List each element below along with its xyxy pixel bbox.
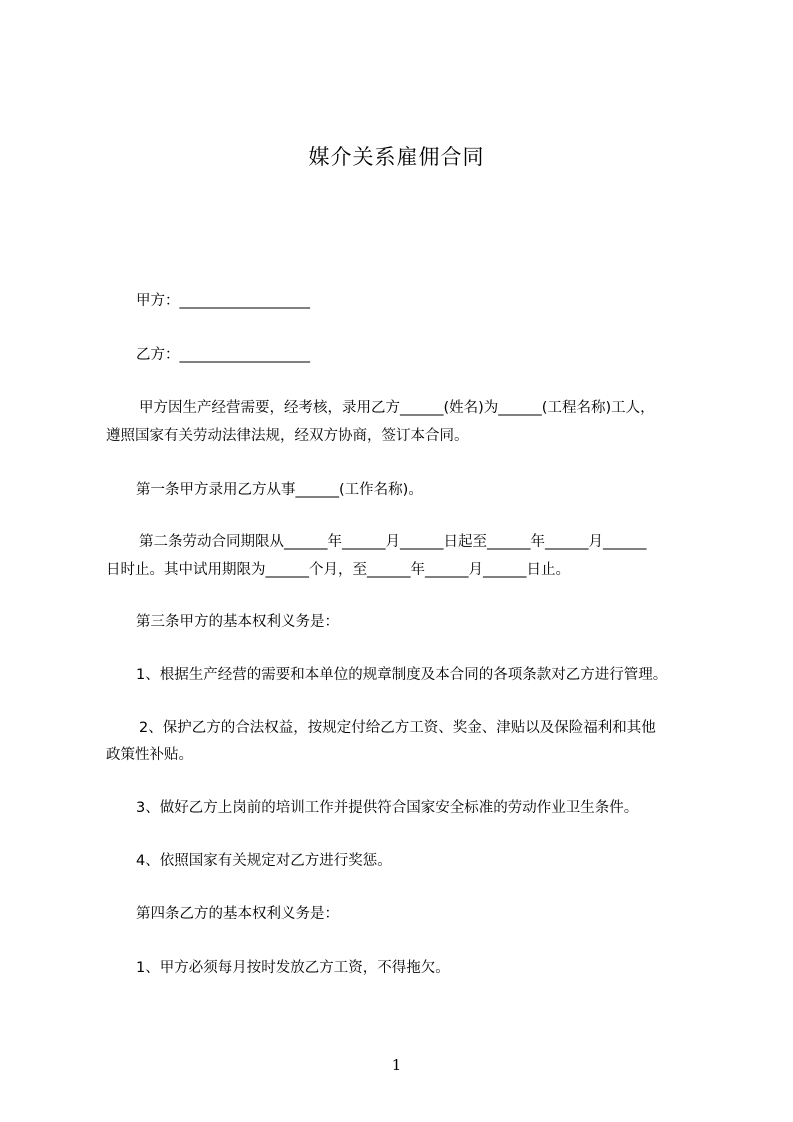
article-3-item-2-line-1: 2、保护乙方的合法权益，按规定付给乙方工资、奖金、津贴以及保险福利和其他 [139, 720, 656, 736]
article-2-line-2: 日时止。其中试用期限为______个月，至______年______月______日止。 [106, 562, 570, 578]
party-b-line: 乙方：__________________ [136, 347, 310, 363]
page-number: 1 [391, 1056, 402, 1074]
party-a-line: 甲方：__________________ [136, 293, 310, 309]
intro-paragraph-line-2: 遵照国家有关劳动法律法规，经双方协商，签订本合同。 [106, 428, 469, 444]
article-3-heading: 第三条甲方的基本权利义务是： [136, 614, 339, 630]
article-3-item-3: 3、做好乙方上岗前的培训工作并提供符合国家安全标准的劳动作业卫生条件。 [136, 800, 639, 816]
intro-paragraph-line-1: 甲方因生产经营需要，经考核，录用乙方______(姓名)为______(工程名称)工人， [139, 400, 655, 416]
article-3-item-2-line-2: 政策性补贴。 [106, 747, 193, 763]
article-3-item-1: 1、根据生产经营的需要和本单位的规章制度及本合同的各项条款对乙方进行管理。 [136, 667, 668, 683]
article-3-item-4: 4、依照国家有关规定对乙方进行奖惩。 [136, 853, 392, 869]
article-4-item-1: 1、甲方必须每月按时发放乙方工资，不得拖欠。 [136, 960, 450, 976]
article-2-line-1: 第二条劳动合同期限从______年______月______日起至______年______月______ [139, 534, 647, 550]
document-title: 媒介关系雇佣合同 [308, 145, 485, 169]
article-4-heading: 第四条乙方的基本权利义务是： [136, 906, 339, 922]
article-1: 第一条甲方录用乙方从事______(工作名称)。 [136, 482, 423, 498]
